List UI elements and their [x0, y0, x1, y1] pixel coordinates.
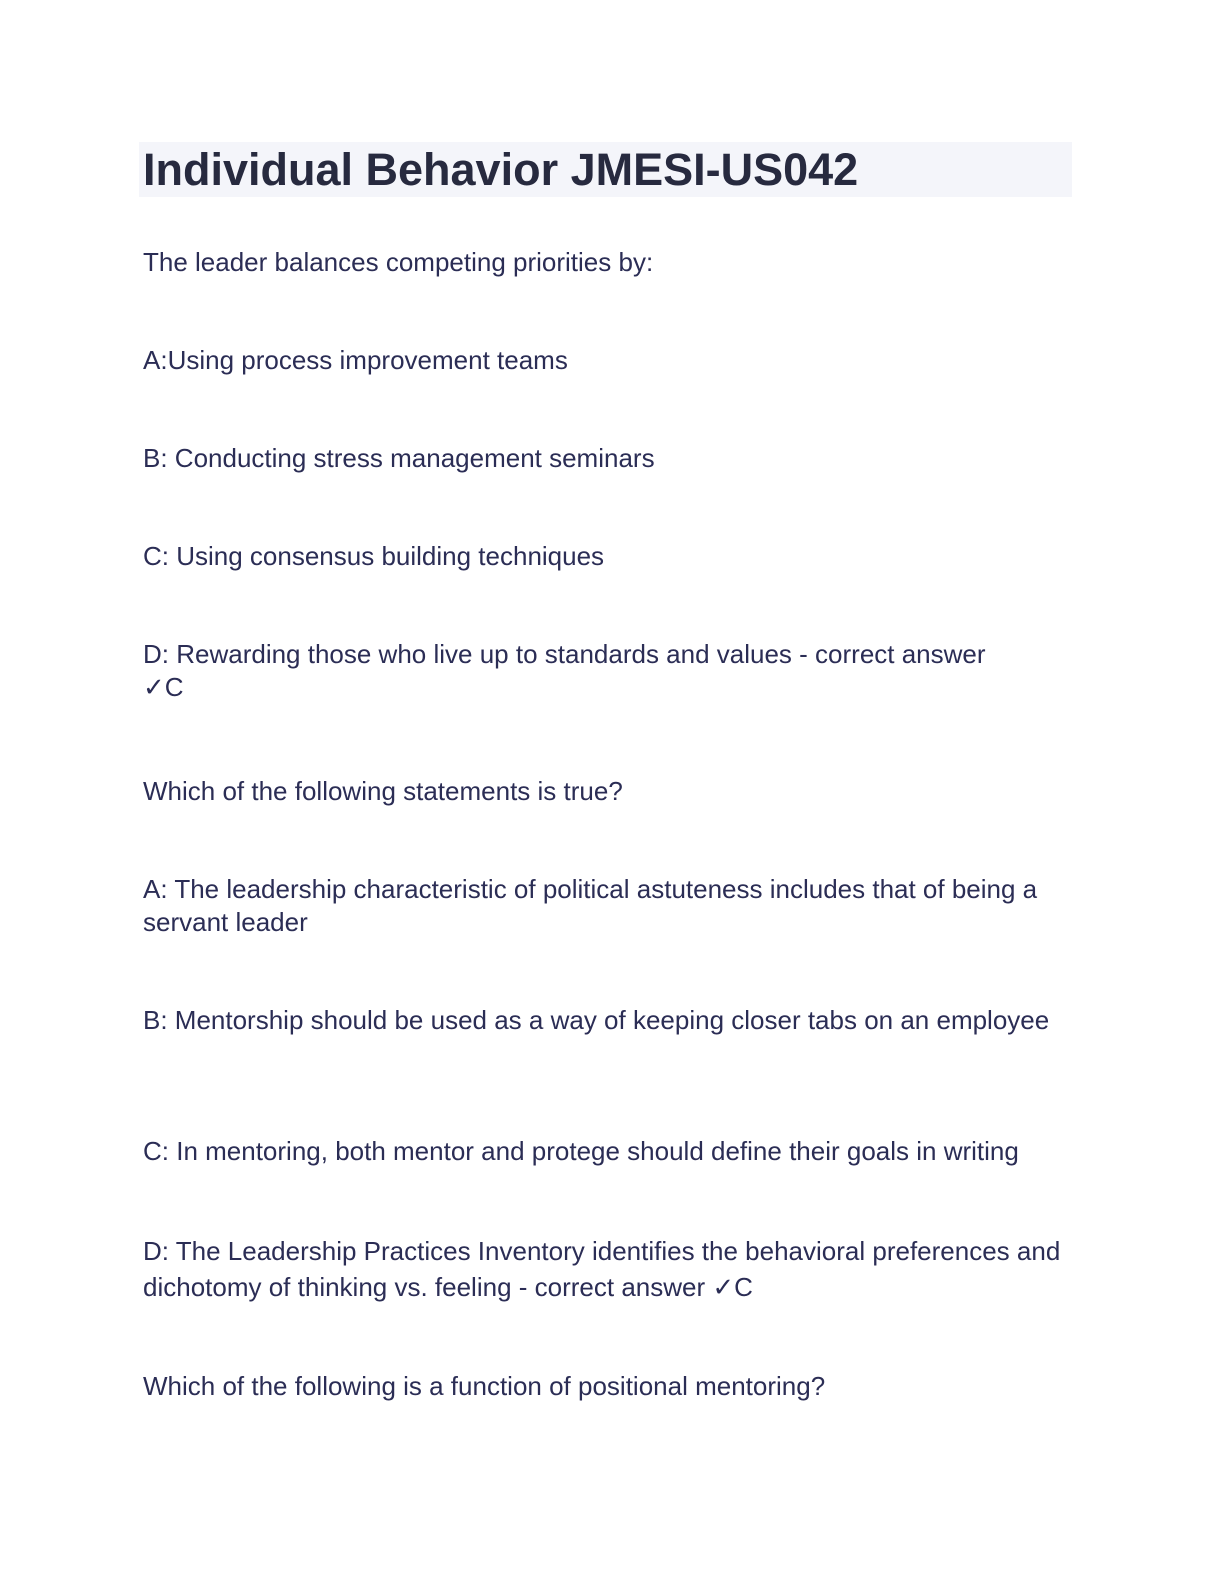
document-title: Individual Behavior JMESI-US042: [143, 144, 859, 195]
question-1-option-c: C: Using consensus building techniques: [143, 541, 605, 571]
question-3: Which of the following is a function of positional mentoring?: [143, 1371, 826, 1401]
question-2-option-b: B: Mentorship should be used as a way of keeping closer tabs on an employee: [143, 1005, 1050, 1035]
question-1-option-a: A:Using process improvement teams: [143, 345, 568, 375]
question-1-option-d-text: D: Rewarding those who live up to standards and values - correct answer: [143, 639, 986, 669]
question-2: Which of the following statements is true?: [143, 776, 623, 806]
question-2-option-d: D: The Leadership Practices Inventory identifies the behavioral preferences and dichotomy of thinking vs. feeling - correct answer ✓C: [143, 1236, 1061, 1302]
question-1: The leader balances competing priorities by:: [143, 247, 654, 277]
question-2-option-c: C: In mentoring, both mentor and protege should define their goals in writing: [143, 1136, 1019, 1166]
question-1-correct-answer: ✓C: [143, 672, 184, 702]
question-1-option-d: [143, 638, 1078, 704]
question-2-option-a: A: The leadership characteristic of political astuteness includes that of being a servant leader: [143, 874, 1038, 937]
question-1-option-b: B: Conducting stress management seminars: [143, 443, 655, 473]
